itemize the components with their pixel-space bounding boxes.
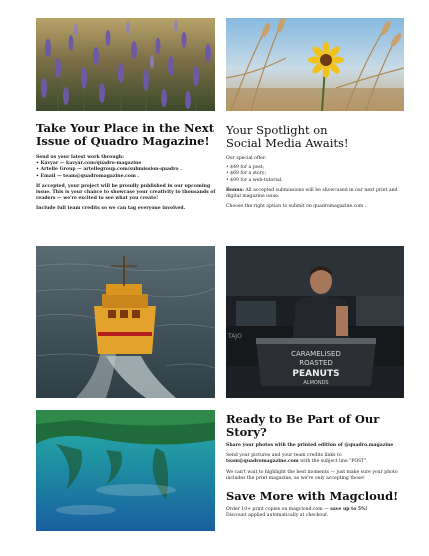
vendor-sign-line2: ROASTED [299, 359, 333, 367]
bonus-text: Bonus: All accepted submissions will be showcased in our next print and digital magazine issue. [226, 187, 398, 200]
social-title: Your Spotlight on Social Media Awaits! [226, 123, 349, 150]
vendor-side-text: TAJO [228, 333, 242, 340]
save-section [226, 490, 408, 519]
credits-text: Include full team credits so we can tag everyone involved. [36, 206, 186, 212]
offer-label: Our special offer: [226, 156, 267, 161]
offer-item-post: • $49 for a post; [226, 165, 265, 171]
save-line1: Order 10+ print copies on magcloud.com — save up to 5%! [226, 507, 368, 512]
send-list [36, 161, 218, 180]
send-item-email[interactable]: • Email — team@quadromagazine.com . [36, 173, 140, 179]
highlight-text: We can't wait to highlight the best moments — just make sure your photo includes the print magazine, as we're only accepting those! [226, 469, 398, 481]
submission-section [36, 122, 218, 213]
share-text: Share your photos with the printed edition of @quadro.magazine [226, 443, 394, 448]
lavender-field-photo [36, 18, 215, 111]
choose-text[interactable]: Choose the right option to submit on quadromagazine.com . [226, 204, 367, 210]
social-section [226, 124, 406, 210]
turquoise-lake-photo [36, 410, 215, 531]
send-item-kavyar[interactable]: • Kavyar — kavyar.com/quadro-magazine [36, 161, 142, 167]
vendor-sign-line3: PEANUTS [292, 369, 340, 379]
sunflower-wheat-photo [226, 18, 404, 111]
save-line2: Discount applied automatically at checkout. [226, 513, 329, 519]
save-title: Save More with Magcloud! [226, 489, 399, 503]
offer-item-story: • $69 for a story; [226, 171, 267, 177]
accepted-text: If accepted, your project will be proudly published in our upcoming issue. This is your chance to showcase your creativity to thousands of readers — we're excited to see what you create! [36, 183, 216, 202]
story-title: Ready to Be Part of Our Story? [226, 412, 380, 439]
offer-list [226, 165, 406, 184]
story-email-link[interactable]: team@quadromagazine.com [226, 459, 299, 465]
send-text: Send your pictures and your team credits links to team@quadromagazine.com with the subject line "POST". [226, 453, 368, 465]
vendor-sign-line4: ALMONDS [303, 380, 329, 386]
street-vendor-photo [226, 246, 404, 398]
vendor-sign-line1: CARAMELISED [291, 350, 341, 358]
send-label: Send us your latest work through: [36, 155, 124, 160]
offer-item-tutorial: • $99 for a web-tutorial. [226, 177, 283, 183]
wooden-boat-photo [36, 246, 215, 398]
submission-title: Take Your Place in the Next Issue of Quadro Magazine! [36, 121, 215, 148]
send-item-artelle[interactable]: • Artelle Group — artellegroup.com/submission-quadro . [36, 167, 182, 173]
story-section [226, 413, 408, 482]
